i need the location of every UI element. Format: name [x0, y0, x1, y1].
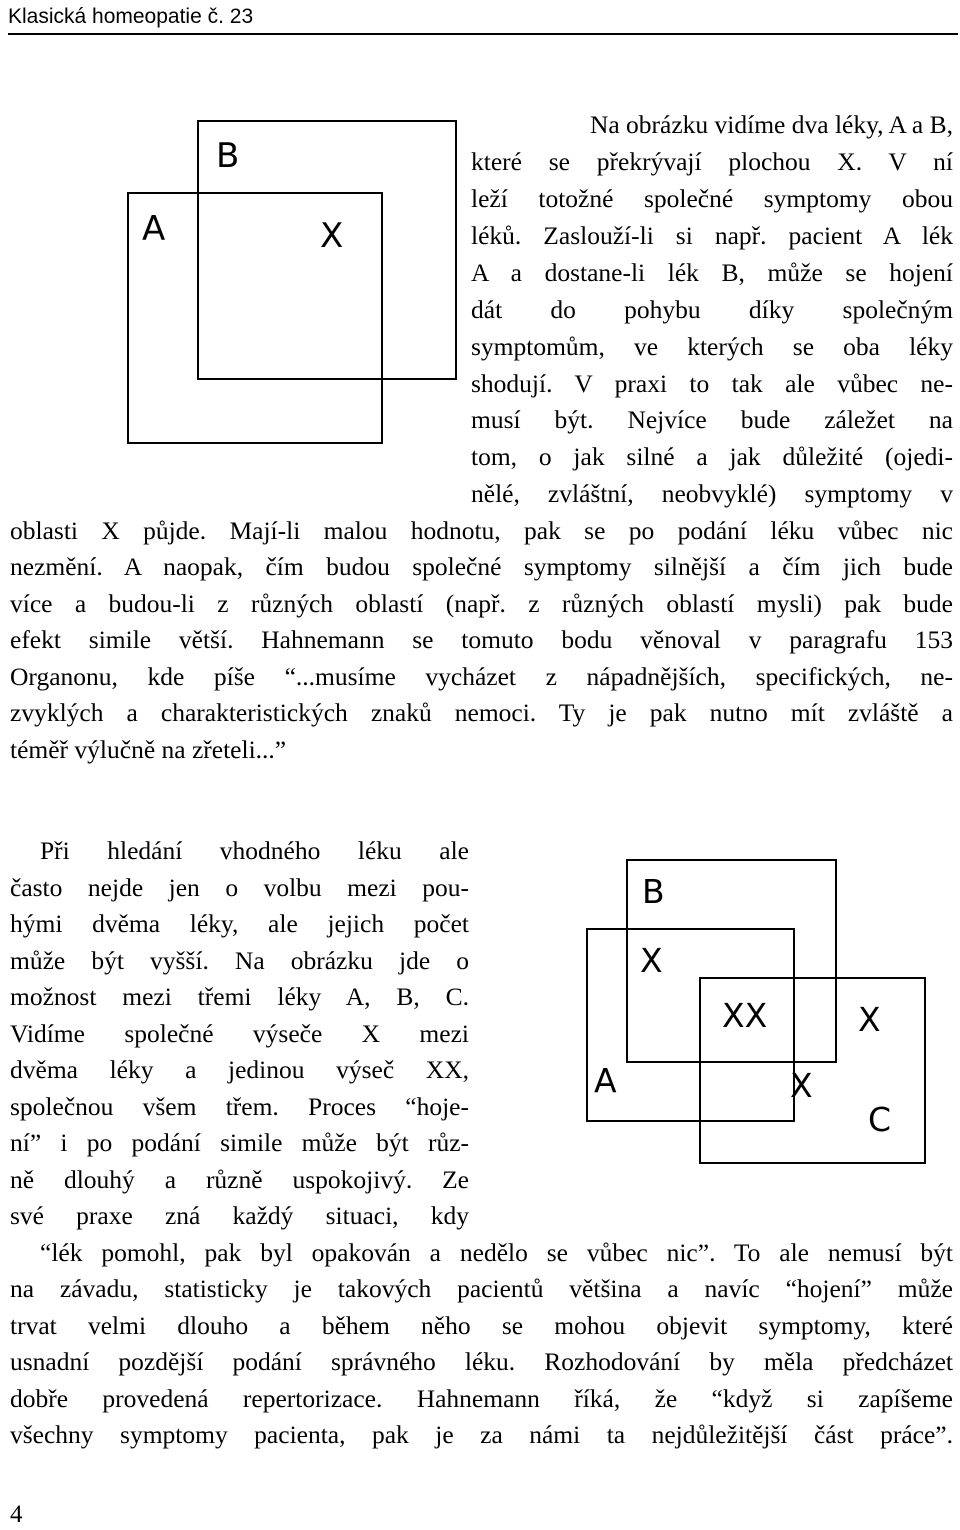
text-line: tom, o jak silné a jak důležité (ojedi-: [471, 442, 953, 471]
text-line: hými dvěma léky, ale jejich počet: [10, 909, 469, 938]
text-line: všechny symptomy pacienta, pak je za námi ta nejdůležitější část práce”.: [10, 1420, 953, 1449]
text-line: možnost mezi třemi léky A, B, C.: [10, 982, 469, 1011]
text-line: A a dostane-li lék B, může se hojení: [471, 258, 953, 287]
text-line: na závadu, statisticky je takových pacientů většina a navíc “hojení” může: [10, 1274, 953, 1303]
text-line: nělé, zvláštní, neobvyklé) symptomy v: [471, 479, 953, 508]
text-line: ní” i po podání simile může být růz-: [10, 1128, 469, 1157]
text-line: více a budou-li z různých oblastí (např. z různých oblastí mysli) pak bude: [10, 589, 953, 618]
text-line: může být vyšší. Na obrázku jde o: [10, 946, 469, 975]
label-b: B: [216, 136, 240, 176]
text-line: dvěma léky a jedinou výseč XX,: [10, 1055, 469, 1084]
label-a: A: [142, 209, 166, 249]
label-x: X: [320, 216, 344, 256]
text-line: musí být. Nejvíce bude záležet na: [471, 405, 953, 434]
text-line: zvyklých a charakteristických znaků nemoci. Ty je pak nutno mít zvláště a: [10, 698, 953, 727]
text-line: symptomům, ve kterých se oba léky: [471, 332, 953, 361]
label-b: B: [642, 872, 665, 911]
label-x-bc: X: [858, 1000, 881, 1039]
text-line: Na obrázku vidíme dva léky, A a B,: [589, 110, 953, 139]
text-line: společnou všem třem. Proces “hoje-: [10, 1092, 469, 1121]
text-line: nezmění. A naopak, čím budou společné symptomy silnější a čím jich bude: [10, 552, 953, 581]
page-number: 4: [10, 1501, 23, 1528]
text-line: léků. Zaslouží-li si např. pacient A lék: [471, 221, 953, 250]
text-line: své praxe zná každý situaci, kdy: [10, 1201, 469, 1230]
text-line: téměř výlučně na zřeteli...”: [10, 735, 287, 764]
text-line: dát do pohybu díky společným: [471, 295, 953, 324]
text-line: shodují. V praxi to tak ale vůbec ne-: [471, 369, 953, 398]
text-line: leží totožné společné symptomy obou: [471, 184, 953, 213]
label-c: C: [868, 1100, 892, 1139]
text-line: efekt simile větší. Hahnemann se tomuto bodu věnoval v paragrafu 153: [10, 625, 953, 654]
text-line: ně dlouhý a různě uspokojivý. Ze: [10, 1165, 469, 1194]
text-line: usnadní pozdější podání správného léku. Rozhodování by měla předcházet: [10, 1347, 953, 1376]
label-xx: XX: [722, 996, 768, 1035]
text-line: které se překrývají plochou X. V ní: [471, 147, 953, 176]
text-line: Organonu, kde píše “...musíme vycházet z nápadnějších, specifických, ne-: [10, 662, 953, 691]
text-line: oblasti X půjde. Mají-li malou hodnotu, pak se po podání léku vůbec nic: [10, 516, 953, 545]
text-line: často nejde jen o volbu mezi pou-: [10, 873, 469, 902]
label-x-ac: X: [790, 1066, 813, 1105]
label-a: A: [594, 1061, 617, 1100]
text-line: dobře provedená repertorizace. Hahnemann říká, že “když si zapíšeme: [10, 1384, 953, 1413]
running-header: Klasická homeopatie č. 23: [8, 5, 254, 28]
text-line: Při hledání vhodného léku ale: [40, 836, 469, 865]
text-line: “lék pomohl, pak byl opakován a nedělo se vůbec nic”. To ale nemusí být: [40, 1238, 953, 1267]
text-line: trvat velmi dlouho a během něho se mohou objevit symptomy, které: [10, 1311, 953, 1340]
label-x-ab: X: [640, 941, 663, 980]
text-line: Vidíme společné výseče X mezi: [10, 1019, 469, 1048]
